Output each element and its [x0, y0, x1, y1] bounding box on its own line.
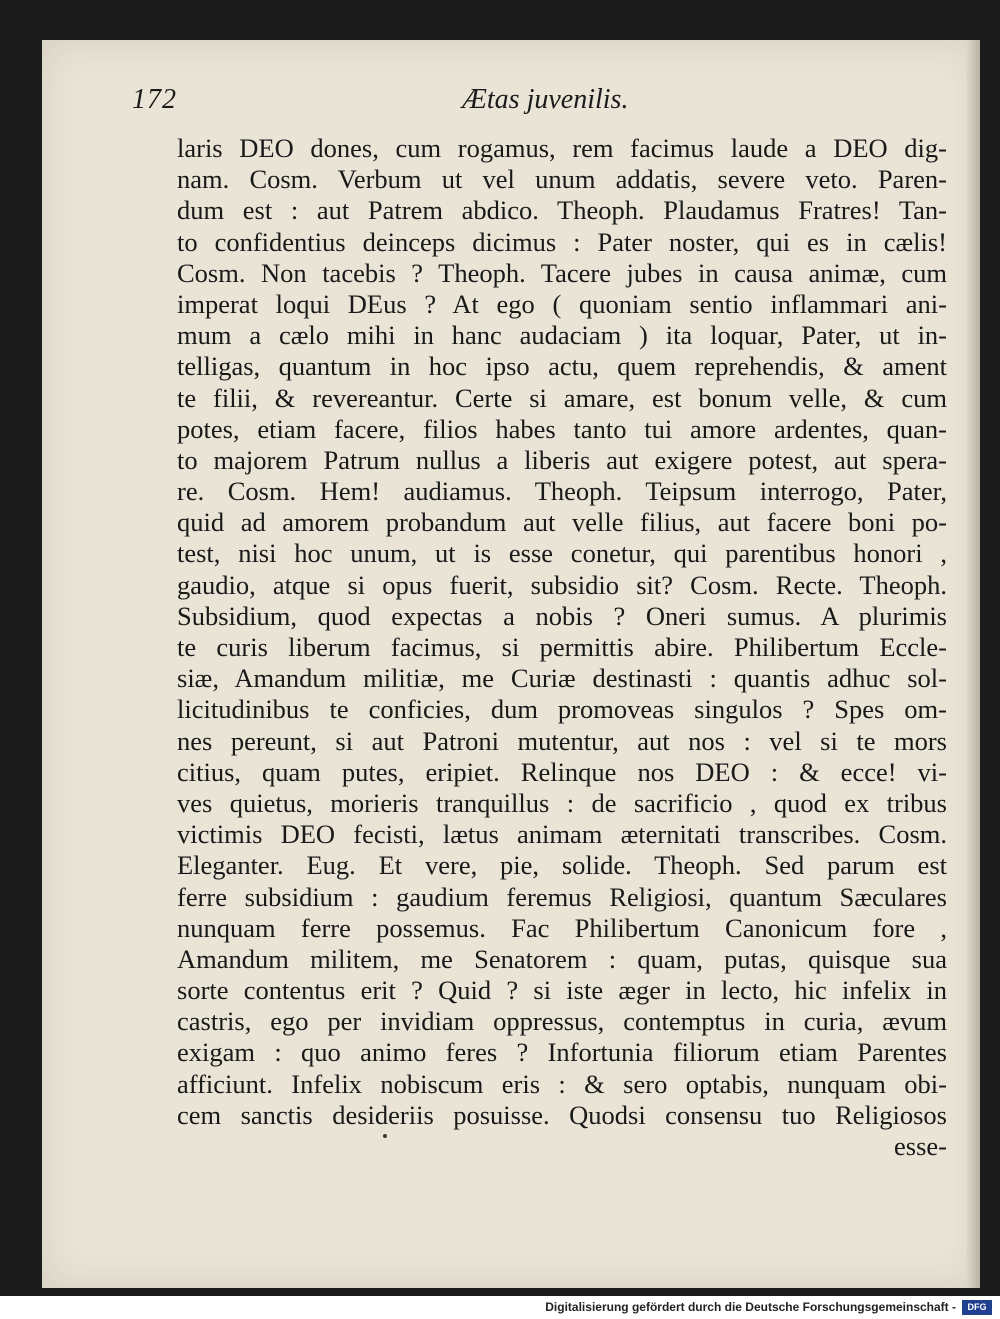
text-line: ferre subsidium : gaudium feremus Religiosi, quantum Sæculares [177, 881, 947, 912]
text-line: Subsidium, quod expectas a nobis ? Oneri sumus. A plurimis [177, 600, 947, 631]
text-line: exigam : quo animo feres ? Infortunia filiorum etiam Parentes [177, 1037, 947, 1068]
text-line: nunquam ferre possemus. Fac Philibertum Canonicum fore , [177, 912, 947, 943]
text-line: re. Cosm. Hem! audiamus. Theoph. Teipsum interrogo, Pater, [177, 476, 947, 507]
text-line: telligas, quantum in hoc ipso actu, quem reprehendis, & ament [177, 351, 947, 382]
text-line: test, nisi hoc unum, ut is esse conetur, qui parentibus honori , [177, 538, 947, 569]
text-line: citius, quam putes, eripiet. Relinque nos DEO : & ecce! vi- [177, 756, 947, 787]
dfg-logo: DFG [962, 1300, 992, 1315]
stray-ink-mark [383, 1134, 387, 1138]
text-line: gaudio, atque si opus fuerit, subsidio sit? Cosm. Recte. Theoph. [177, 569, 947, 600]
text-line: nes pereunt, si aut Patroni mutentur, aut nos : vel si te mors [177, 725, 947, 756]
footer-bar [0, 1296, 1000, 1319]
text-line: to confidentius deinceps dicimus : Pater noster, qui es in cælis! [177, 226, 947, 257]
text-line: mum a cælo mihi in hanc audaciam ) ita loquar, Pater, ut in- [177, 320, 947, 351]
funding-credit: Digitalisierung gefördert durch die Deutsche Forschungsgemeinschaft - [545, 1300, 956, 1314]
text-line: laris DEO dones, cum rogamus, rem facimus laude a DEO dig- [177, 133, 947, 163]
text-line: ves quietus, morieris tranquillus : de sacrificio , quod ex tribus [177, 787, 947, 818]
text-line: victimis DEO fecisti, lætus animam æternitati transcribes. Cosm. [177, 819, 947, 850]
running-head [132, 84, 812, 118]
page-number: 172 [132, 84, 177, 115]
text-line: Cosm. Non tacebis ? Theoph. Tacere jubes in causa animæ, cum [177, 257, 947, 288]
text-line: dum est : aut Patrem abdico. Theoph. Plaudamus Fratres! Tan- [177, 195, 947, 226]
text-line: afficiunt. Infelix nobiscum eris : & sero optabis, nunquam obi- [177, 1068, 947, 1099]
text-line: esse- [894, 1131, 947, 1161]
text-line: siæ, Amandum militiæ, me Curiæ destinasti : quantis adhuc sol- [177, 663, 947, 694]
running-title: Ætas juvenilis. [462, 84, 629, 115]
text-line: quid ad amorem probandum aut velle filius, aut facere boni po- [177, 507, 947, 538]
text-line: castris, ego per invidiam oppressus, contemptus in curia, ævum [177, 1006, 947, 1037]
text-line: cem sanctis desideriis posuisse. Quodsi consensu tuo Religiosos [177, 1099, 947, 1130]
text-line: potes, etiam facere, filios habes tanto tui amore ardentes, quan- [177, 413, 947, 444]
text-line: Eleganter. Eug. Et vere, pie, solide. Theoph. Sed parum est [177, 850, 947, 881]
text-line: te filii, & revereantur. Certe si amare, est bonum velle, & cum [177, 382, 947, 413]
text-line: te curis liberum facimus, si permittis abire. Philibertum Eccle- [177, 632, 947, 662]
page-edge [966, 40, 980, 1288]
text-line: sorte contentus erit ? Quid ? si iste æger in lecto, hic infelix in [177, 975, 947, 1006]
body-text [177, 133, 947, 1162]
text-line: nam. Cosm. Verbum ut vel unum addatis, severe veto. Paren- [177, 164, 947, 195]
text-line: imperat loqui DEus ? At ego ( quoniam sentio inflammari ani- [177, 288, 947, 319]
text-line: Amandum militem, me Senatorem : quam, putas, quisque sua [177, 943, 947, 974]
text-line: to majorem Patrum nullus a liberis aut exigere potest, aut spera- [177, 444, 947, 475]
text-line: licitudinibus te conficies, dum promoveas singulos ? Spes om- [177, 694, 947, 725]
